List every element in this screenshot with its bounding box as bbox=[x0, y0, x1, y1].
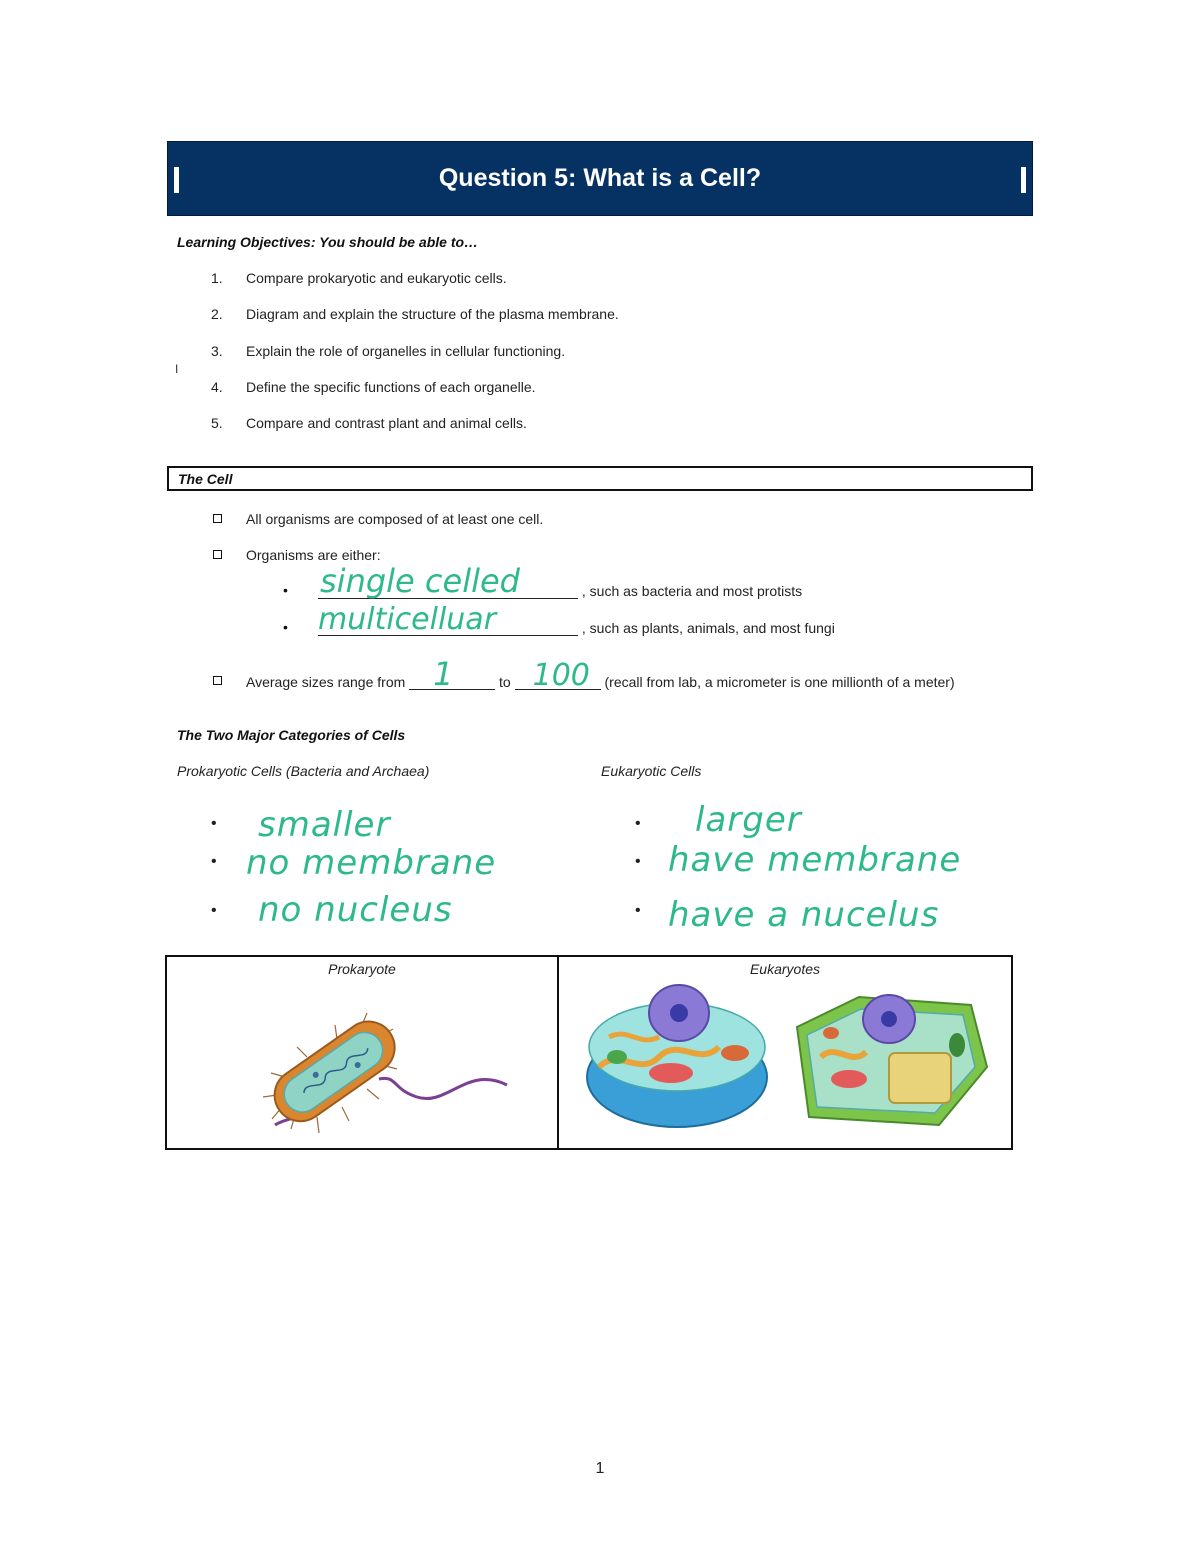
page-title: Question 5: What is a Cell? bbox=[438, 164, 762, 192]
handwritten-note: have membrane bbox=[668, 840, 962, 880]
objective-text: Compare and contrast plant and animal cells. bbox=[246, 415, 527, 431]
answer-blank bbox=[318, 562, 578, 600]
objective-text: Compare prokaryotic and eukaryotic cells. bbox=[246, 270, 507, 286]
bullet-dot-icon: • bbox=[211, 815, 217, 832]
section-box-the-cell bbox=[167, 466, 1033, 491]
answer-suffix: , such as plants, animals, and most fungi bbox=[581, 620, 835, 636]
objective-text: Explain the role of organelles in cellular functioning. bbox=[246, 343, 566, 359]
answer-blank bbox=[409, 655, 495, 693]
size-prefix: Average sizes range from bbox=[246, 674, 406, 690]
stray-mark: I bbox=[175, 362, 179, 376]
handwritten-note: have a nucelus bbox=[668, 895, 940, 935]
prokaryote-figure-cell bbox=[167, 957, 559, 1148]
bullet-dot-icon: • bbox=[211, 853, 217, 870]
handwritten-note: no membrane bbox=[246, 843, 497, 883]
bullet-dot-icon: • bbox=[635, 902, 641, 919]
handwritten-note: smaller bbox=[258, 805, 391, 845]
banner-right-bar bbox=[1021, 167, 1026, 193]
objectives-heading: Learning Objectives: You should be able to… bbox=[177, 234, 479, 250]
title-banner bbox=[167, 141, 1033, 216]
size-suffix: (recall from lab, a micrometer is one millionth of a meter) bbox=[604, 674, 955, 690]
checkbox-bullet-icon bbox=[213, 676, 222, 685]
fill-in-line bbox=[318, 602, 835, 637]
bullet-dot-icon: • bbox=[211, 902, 217, 919]
cell-fact: All organisms are composed of at least one cell. bbox=[246, 511, 544, 527]
objective-number: 2. bbox=[211, 306, 223, 322]
bullet-dot-icon: • bbox=[635, 815, 641, 832]
bullet-dot-icon: • bbox=[283, 582, 288, 598]
bacterium-illustration bbox=[167, 957, 557, 1147]
bullet-dot-icon: • bbox=[635, 853, 641, 870]
fill-in-line bbox=[318, 562, 803, 600]
handwritten-answer: multicelluar bbox=[318, 602, 497, 637]
bullet-dot-icon: • bbox=[283, 619, 288, 635]
answer-blank bbox=[318, 602, 578, 637]
size-middle: to bbox=[499, 674, 511, 690]
objective-number: 3. bbox=[211, 343, 223, 359]
answer-suffix: , such as bacteria and most protists bbox=[581, 583, 803, 599]
figure-table bbox=[165, 955, 1013, 1150]
eukaryotic-heading: Eukaryotic Cells bbox=[601, 763, 702, 779]
section-heading: The Two Major Categories of Cells bbox=[177, 727, 406, 743]
objective-text: Diagram and explain the structure of the plasma membrane. bbox=[246, 306, 619, 322]
size-range-line bbox=[246, 655, 955, 693]
handwritten-note: larger bbox=[695, 800, 802, 840]
cell-fact: Organisms are either: bbox=[246, 547, 381, 563]
objective-number: 5. bbox=[211, 415, 223, 431]
handwritten-answer: 100 bbox=[532, 658, 590, 693]
handwritten-answer: 1 bbox=[433, 655, 454, 693]
objective-number: 4. bbox=[211, 379, 223, 395]
figure-label: Eukaryotes bbox=[749, 961, 821, 977]
objective-text: Define the specific functions of each organelle. bbox=[246, 379, 536, 395]
objective-number: 1. bbox=[211, 270, 223, 286]
eukaryote-figure-cell bbox=[559, 957, 1011, 1148]
checkbox-bullet-icon bbox=[213, 514, 222, 523]
prokaryotic-heading: Prokaryotic Cells (Bacteria and Archaea) bbox=[177, 763, 430, 779]
handwritten-answer: single celled bbox=[320, 562, 520, 600]
section-heading: The Cell bbox=[178, 471, 233, 487]
page-number: 1 bbox=[595, 1460, 605, 1477]
figure-label: Prokaryote bbox=[328, 961, 396, 977]
eukaryote-cells-illustration bbox=[559, 957, 1011, 1147]
answer-blank bbox=[515, 658, 601, 693]
handwritten-note: no nucleus bbox=[258, 890, 453, 930]
checkbox-bullet-icon bbox=[213, 550, 222, 559]
